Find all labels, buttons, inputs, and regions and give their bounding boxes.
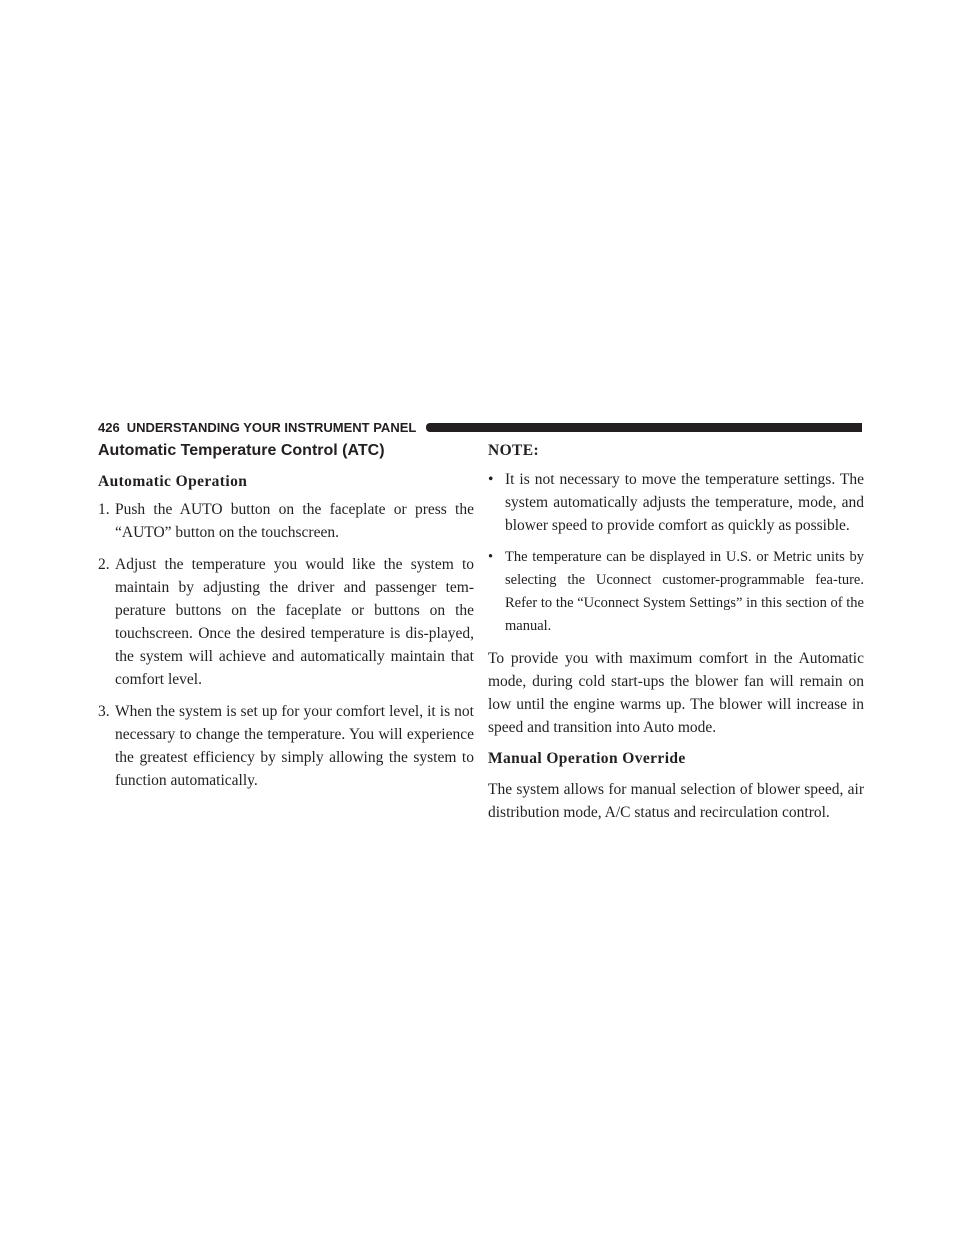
manual-override-heading: Manual Operation Override (488, 750, 686, 767)
step-text: When the system is set up for your comfort level, it is not necessary to change the temperature. You will experience the greatest efficiency by simply allowing the system to function automatically. (115, 703, 474, 789)
step-number: 3. (98, 703, 110, 720)
notes-list (488, 468, 864, 638)
bullet-icon: • (488, 549, 494, 565)
step-text: Adjust the temperature you would like the system to maintain by adjusting the driver and passenger tem-perature buttons on the faceplate or buttons on the touchscreen. Once the desired temperature is dis-played, the system will achieve and automatically maintain that comfort level. (115, 556, 474, 688)
note-text: It is not necessary to move the temperature settings. The system automatically adjusts the temperature, mode, and blower speed to provide comfort as quickly as possible. (505, 471, 864, 534)
bullet-icon: • (488, 471, 494, 488)
atc-heading: Automatic Temperature Control (ATC) (98, 442, 385, 459)
step-number: 1. (98, 501, 110, 518)
auto-mode-paragraph: To provide you with maximum comfort in the Automatic mode, during cold start-ups the blower fan will remain on low until the engine warms up. The blower will increase in speed and transition into Auto mode. (488, 650, 864, 736)
automatic-operation-heading: Automatic Operation (98, 473, 248, 490)
step-text: Push the AUTO button on the faceplate or press the “AUTO” button on the touchscreen. (115, 501, 474, 541)
note-item (488, 546, 864, 638)
step-number: 2. (98, 556, 110, 573)
step-item (98, 700, 474, 792)
header-rule (426, 423, 862, 432)
page-number: 426 (98, 419, 120, 435)
manual-override-paragraph: The system allows for manual selection of blower speed, air distribution mode, A/C status and recirculation control. (488, 781, 864, 821)
note-text: The temperature can be displayed in U.S. or Metric units by selecting the Uconnect customer-programmable fea-ture. Refer to the “Uconnect System Settings” in this section of the manual. (505, 549, 864, 634)
left-column (98, 440, 474, 801)
page-header (98, 417, 862, 437)
section-title: UNDERSTANDING YOUR INSTRUMENT PANEL (126, 419, 417, 435)
note-item (488, 468, 864, 537)
steps-list (98, 498, 474, 792)
note-label: NOTE: (488, 442, 540, 459)
step-item (98, 498, 474, 544)
right-column (488, 440, 864, 824)
step-item (98, 553, 474, 691)
